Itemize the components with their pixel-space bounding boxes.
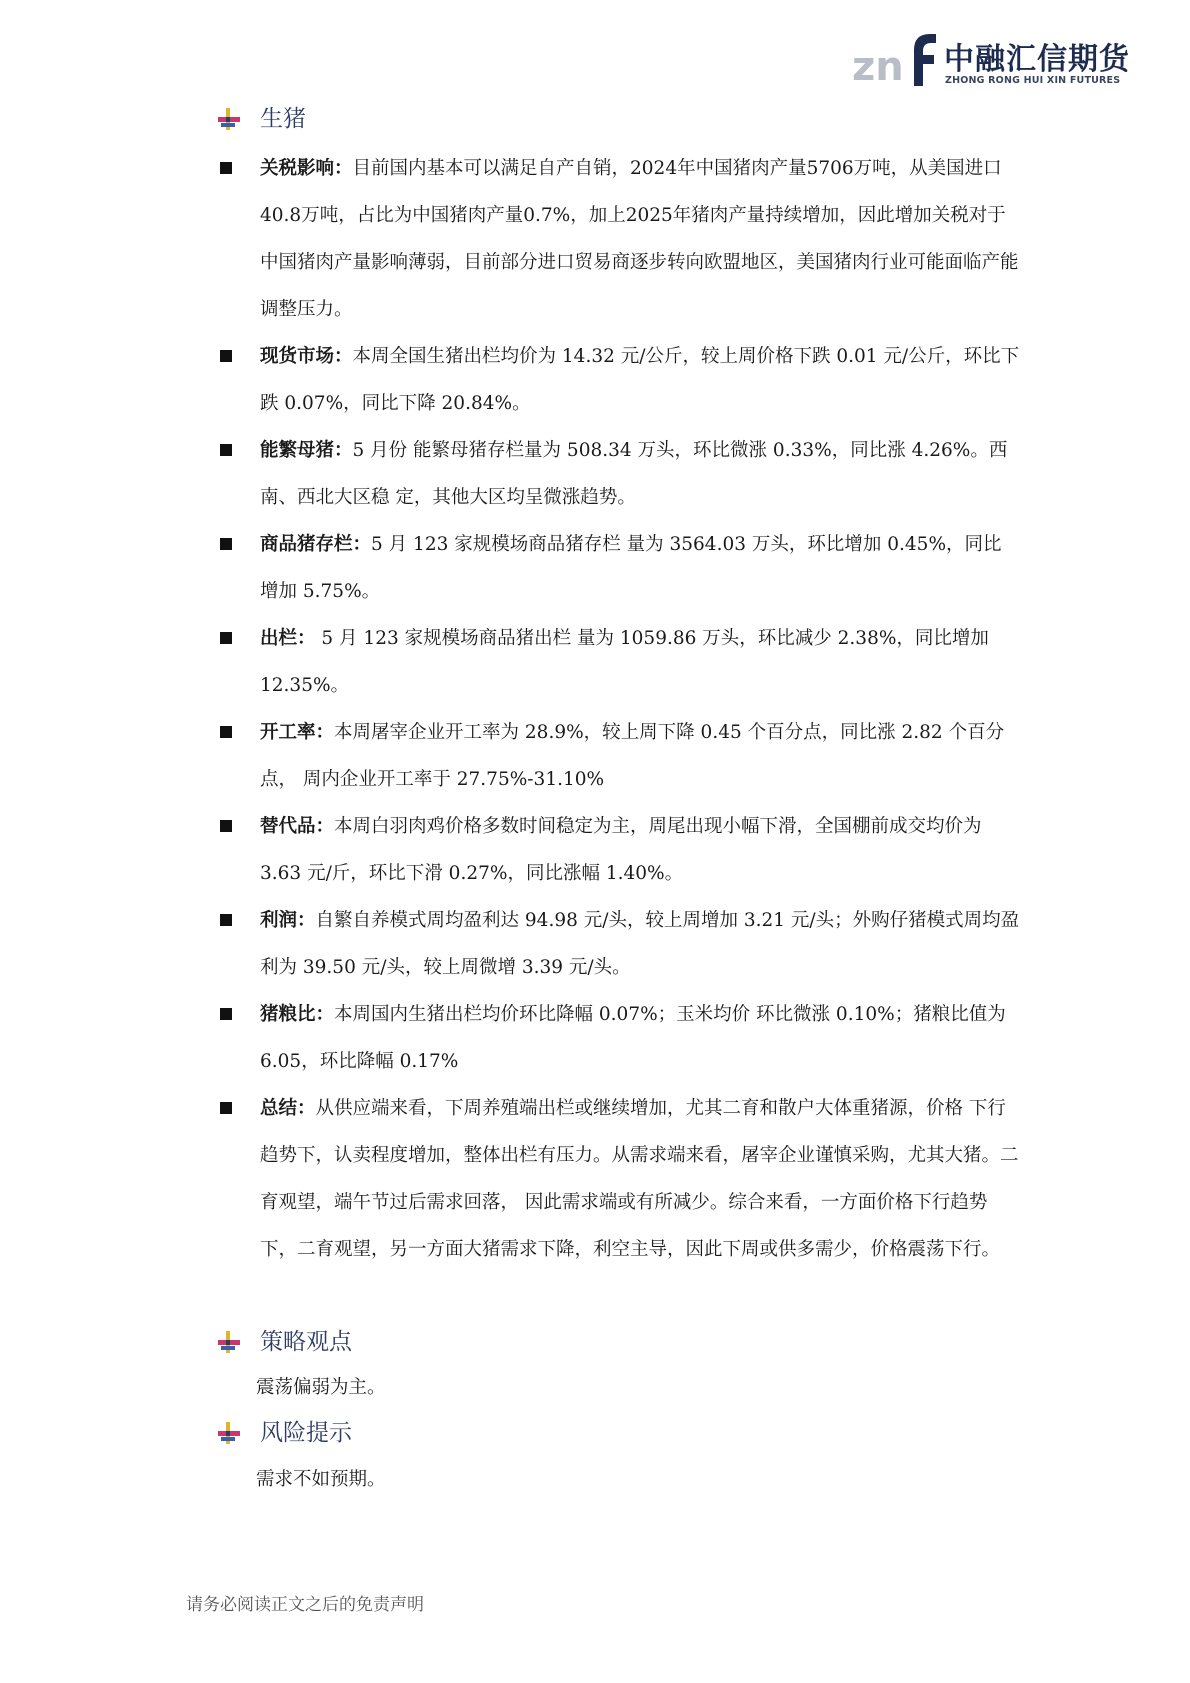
paragraph-breeding-sows xyxy=(260,427,1020,521)
bullet-marker xyxy=(220,538,232,550)
paragraph-label: 能繁母猪： xyxy=(260,440,353,461)
paragraph-substitutes xyxy=(260,803,1020,897)
paragraph-spot-market xyxy=(260,333,1020,427)
paragraph-label: 现货市场： xyxy=(260,346,353,367)
paragraph-text: 本周全国生猪出栏均价为 14.32 元/公斤，较上周价格下跌 0.01 元/公斤，环比下跌 0.07%，同比下降 20.84%。 xyxy=(260,346,1020,414)
bullet-marker xyxy=(220,914,232,926)
paragraph-tariff xyxy=(260,145,1020,333)
paragraph-operating-rate xyxy=(260,709,1020,803)
bullet-marker xyxy=(220,726,232,738)
paragraph-label: 出栏： xyxy=(260,628,316,649)
bullet-marker xyxy=(220,162,232,174)
znf-logo-mark-icon xyxy=(852,28,936,88)
disclaimer-footer: 请务必阅读正文之后的免责声明 xyxy=(186,1595,424,1615)
paragraph-label: 替代品： xyxy=(260,816,335,837)
section-marker-icon xyxy=(218,1422,240,1444)
paragraph-summary xyxy=(260,1085,1020,1273)
paragraph-label: 开工率： xyxy=(260,722,335,743)
paragraph-label: 商品猪存栏： xyxy=(260,534,372,555)
bullet-marker xyxy=(220,632,232,644)
company-logo xyxy=(852,28,1130,90)
bullet-marker xyxy=(220,1102,232,1114)
paragraph-label: 利润： xyxy=(260,910,316,931)
logo-english-name: ZHONG RONG HUI XIN FUTURES xyxy=(945,75,1121,86)
bullet-marker xyxy=(220,350,232,362)
paragraph-text: 5 月份 能繁母猪存栏量为 508.34 万头，环比微涨 0.33%，同比涨 4.26%。西南、西北大区稳 定，其他大区均呈微涨趋势。 xyxy=(260,440,1008,508)
bullet-marker xyxy=(220,444,232,456)
paragraph-text: 目前国内基本可以满足自产自销，2024年中国猪肉产量5706万吨，从美国进口40.8万吨，占比为中国猪肉产量0.7%，加上2025年猪肉产量持续增加，因此增加关税对于中国猪肉产量影响薄弱，目前部分进口贸易商逐步转向欧盟地区，美国猪肉行业可能面临产能调整压力。 xyxy=(260,158,1019,320)
bullet-marker xyxy=(220,1008,232,1020)
paragraph-hog-inventory xyxy=(260,521,1020,615)
section-marker-icon xyxy=(218,1331,240,1353)
section-title: 风险提示 xyxy=(260,1420,352,1446)
paragraph-text: 5 月 123 家规模场商品猪出栏 量为 1059.86 万头，环比减少 2.38%，同比增加 12.35%。 xyxy=(260,628,989,696)
paragraph-slaughter-output xyxy=(260,615,1020,709)
paragraph-text: 从供应端来看，下周养殖端出栏或继续增加，尤其二育和散户大体重猪源，价格 下行趋势下，认卖程度增加，整体出栏有压力。从需求端来看，屠宰企业谨慎采购，尤其大猪。二育观望，端午节过后需求回落， 因此需求端或有所减少。综合来看，一方面价格下行趋势下，二育观望，另一方面大猪需求下降，利空主导，因此下周或供多需少，价格震荡下行。 xyxy=(260,1098,1019,1260)
paragraph-label: 猪粮比： xyxy=(260,1004,335,1025)
section-marker-icon xyxy=(218,108,240,130)
paragraph-label: 总结： xyxy=(260,1098,316,1119)
section-title: 生猪 xyxy=(260,106,306,132)
bullet-marker xyxy=(220,820,232,832)
paragraph-text: 本周屠宰企业开工率为 28.9%，较上周下降 0.45 个百分点，同比涨 2.82 个百分点， 周内企业开工率于 27.75%-31.10% xyxy=(260,722,1005,790)
paragraph-text: 本周白羽肉鸡价格多数时间稳定为主，周尾出现小幅下滑，全国棚前成交均价为 3.63 元/斤，环比下滑 0.27%，同比涨幅 1.40%。 xyxy=(260,816,982,884)
svg-text:zn: zn xyxy=(852,44,904,88)
risk-text: 需求不如预期。 xyxy=(256,1469,386,1490)
paragraph-profit xyxy=(260,897,1020,991)
logo-chinese-name: 中融汇信期货 xyxy=(944,42,1130,77)
strategy-text: 震荡偏弱为主。 xyxy=(256,1377,386,1398)
paragraph-label: 关税影响： xyxy=(260,158,353,179)
paragraph-hog-grain-ratio xyxy=(260,991,1020,1085)
paragraph-text: 自繁自养模式周均盈利达 94.98 元/头，较上周增加 3.21 元/头；外购仔猪模式周均盈利为 39.50 元/头，较上周微增 3.39 元/头。 xyxy=(260,910,1020,978)
section-title: 策略观点 xyxy=(260,1329,352,1355)
paragraph-text: 本周国内生猪出栏均价环比降幅 0.07%；玉米均价 环比微涨 0.10%；猪粮比值为 6.05，环比降幅 0.17% xyxy=(260,1004,1006,1072)
paragraph-text: 5 月 123 家规模场商品猪存栏 量为 3564.03 万头，环比增加 0.45%，同比增加 5.75%。 xyxy=(260,534,1002,602)
